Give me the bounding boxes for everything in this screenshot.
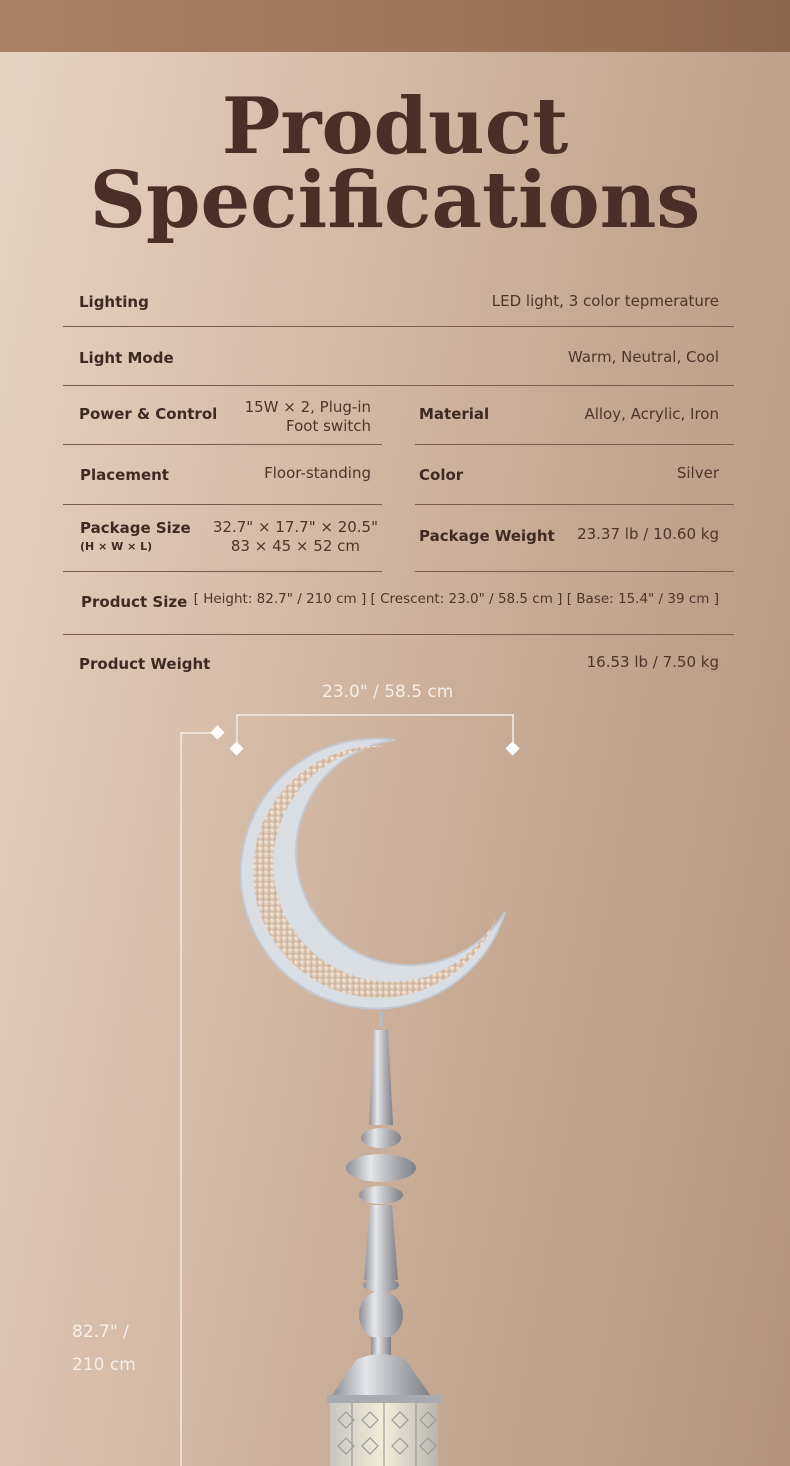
spec-value-package-size-line-2: 83 × 45 × 52 cm [230,537,360,555]
spec-label-lighting: Lighting [79,293,149,311]
width-marker-left [229,741,243,755]
spec-sublabel-package-size: (H × W × L) [80,540,153,553]
crescent-frame [241,739,505,1009]
height-marker-top [210,725,224,739]
height-dimension-label-line-2: 210 cm [72,1355,136,1375]
spec-label-placement: Placement [80,466,169,484]
height-dimension-label-line-1: 82.7" / [72,1322,129,1342]
spec-value-power-line-2: Foot switch [286,417,371,435]
spire-collar [361,1128,401,1148]
spire-ring [359,1186,403,1204]
spire-ring-lower [363,1278,399,1292]
spire-knob [346,1154,416,1182]
spec-label-product-size: Product Size [81,593,188,611]
spire-mid [364,1205,398,1280]
spec-label-power: Power & Control [79,405,218,423]
spec-label-color: Color [419,466,464,484]
spec-value-light-mode: Warm, Neutral, Cool [567,348,719,366]
title-line-2: Specifications [89,155,701,246]
spire-ball [359,1291,403,1339]
spec-value-package-weight: 23.37 lb / 10.60 kg [577,525,719,543]
spec-label-package-weight: Package Weight [419,527,555,545]
spec-label-material: Material [419,405,490,423]
title-line-1: Product [221,81,569,172]
height-dimension-line [181,733,218,1466]
spec-label-package-size-text: Package Size [80,519,191,537]
width-marker-right [505,741,519,755]
spec-label-light-mode: Light Mode [79,349,174,367]
spec-label-product-weight: Product Weight [79,655,211,673]
crescent-mount [379,1012,383,1026]
spec-value-product-weight: 16.53 lb / 7.50 kg [586,653,719,671]
spec-value-power-line-1: 15W × 2, Plug-in [244,398,371,416]
spec-value-lighting: LED light, 3 color tepmerature [491,292,719,310]
spec-value-color: Silver [676,464,719,482]
lantern-dome [332,1354,430,1395]
spec-value-material: Alloy, Acrylic, Iron [584,405,719,423]
spire-upper [369,1030,393,1125]
width-dimension-label: 23.0" / 58.5 cm [322,682,454,702]
spire-neck [371,1337,391,1355]
spec-value-product-size: [ Height: 82.7" / 210 cm ] [ Crescent: 23.0" / 58.5 cm ] [ Base: 15.4" / 39 cm ] [193,591,719,607]
spec-value-package-size-line-1: 32.7" × 17.7" × 20.5" [212,518,378,536]
spec-value-placement: Floor-standing [264,464,371,482]
lantern-rim [327,1395,441,1403]
